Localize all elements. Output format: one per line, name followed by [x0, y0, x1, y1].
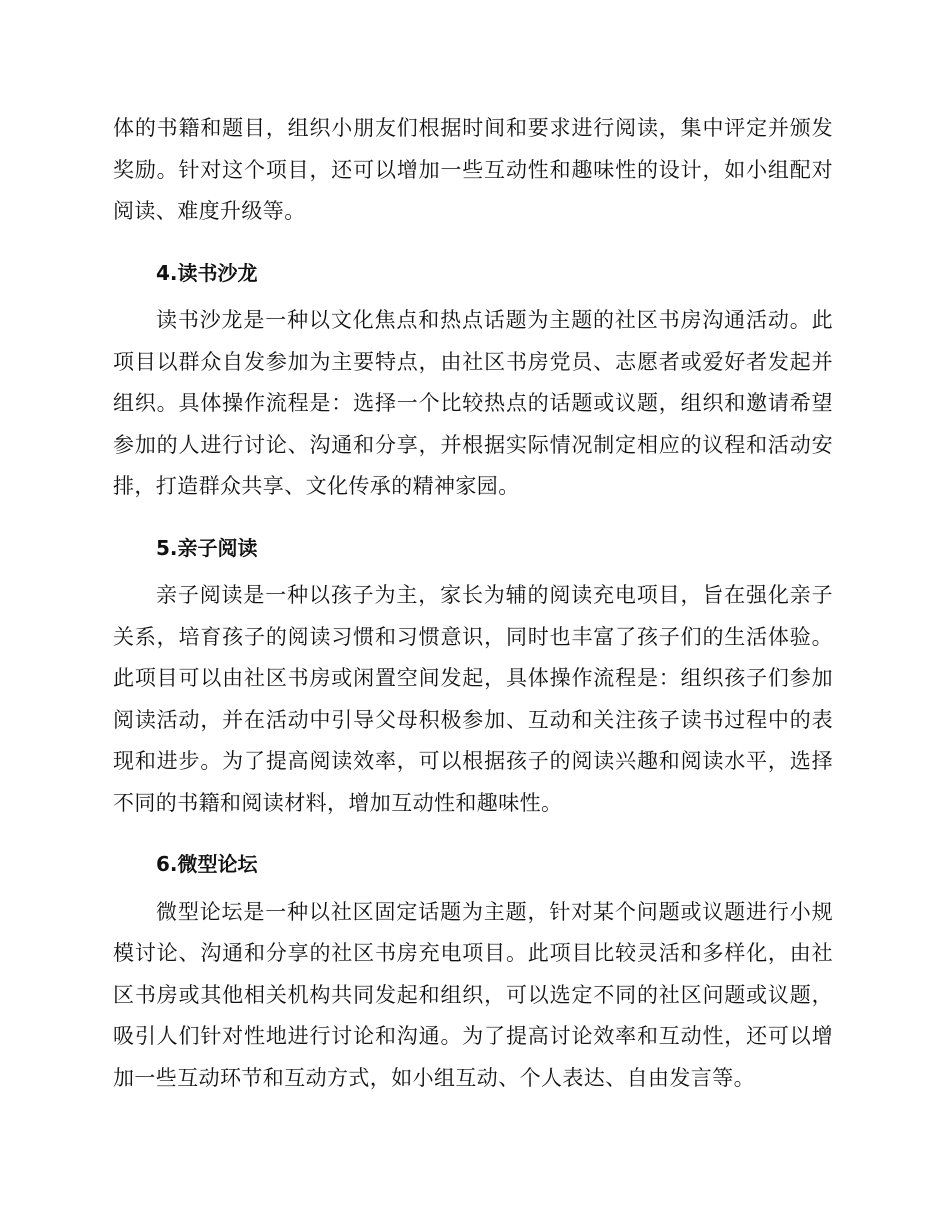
spacer	[113, 233, 833, 245]
intro-paragraph: 体的书籍和题目，组织小朋友们根据时间和要求进行阅读，集中评定并颁发奖励。针对这个项目，还可以增加一些互动性和趣味性的设计，如小组配对阅读、难度升级等。	[113, 116, 833, 223]
spacer	[113, 824, 833, 836]
section-heading-parent-child-reading: 5.亲子阅读	[156, 535, 258, 560]
section-paragraph-mini-forum: 微型论坛是一种以社区固定话题为主题，针对某个问题或议题进行小规模讨论、沟通和分享的社区书房充电项目。此项目比较灵活和多样化，由社区书房或其他相关机构共同发起和组织，可以选定不同的社区问题或议题，吸引人们针对性地进行讨论和沟通。为了提高讨论效率和互动性，还可以增加一些互动环节和互动方式，如小组互动、个人表达、自由发言等。	[113, 899, 833, 1090]
section-paragraph-parent-child-reading: 亲子阅读是一种以孩子为主，家长为辅的阅读充电项目，旨在强化亲子关系，培育孩子的阅读习惯和习惯意识，同时也丰富了孩子们的生活体验。此项目可以由社区书房或闲置空间发起，具体操作流程是：组织孩子们参加阅读活动，并在活动中引导父母积极参加、互动和关注孩子读书过程中的表现和进步。为了提高阅读效率，可以根据孩子的阅读兴趣和阅读水平，选择不同的书籍和阅读材料，增加互动性和趣味性。	[113, 583, 833, 815]
section-paragraph-reading-salon: 读书沙龙是一种以文化焦点和热点话题为主题的社区书房沟通活动。此项目以群众自发参加为主要特点，由社区书房党员、志愿者或爱好者发起并组织。具体操作流程是：选择一个比较热点的话题或议题，组织和邀请希望参加的人进行讨论、沟通和分享，并根据实际情况制定相应的议程和活动安排，打造群众共享、文化传承的精神家园。	[113, 308, 833, 498]
document-body	[113, 108, 833, 1099]
spacer	[113, 508, 833, 520]
section-heading-mini-forum: 6.微型论坛	[156, 852, 258, 876]
section-heading-reading-salon: 4.读书沙龙	[156, 260, 258, 285]
